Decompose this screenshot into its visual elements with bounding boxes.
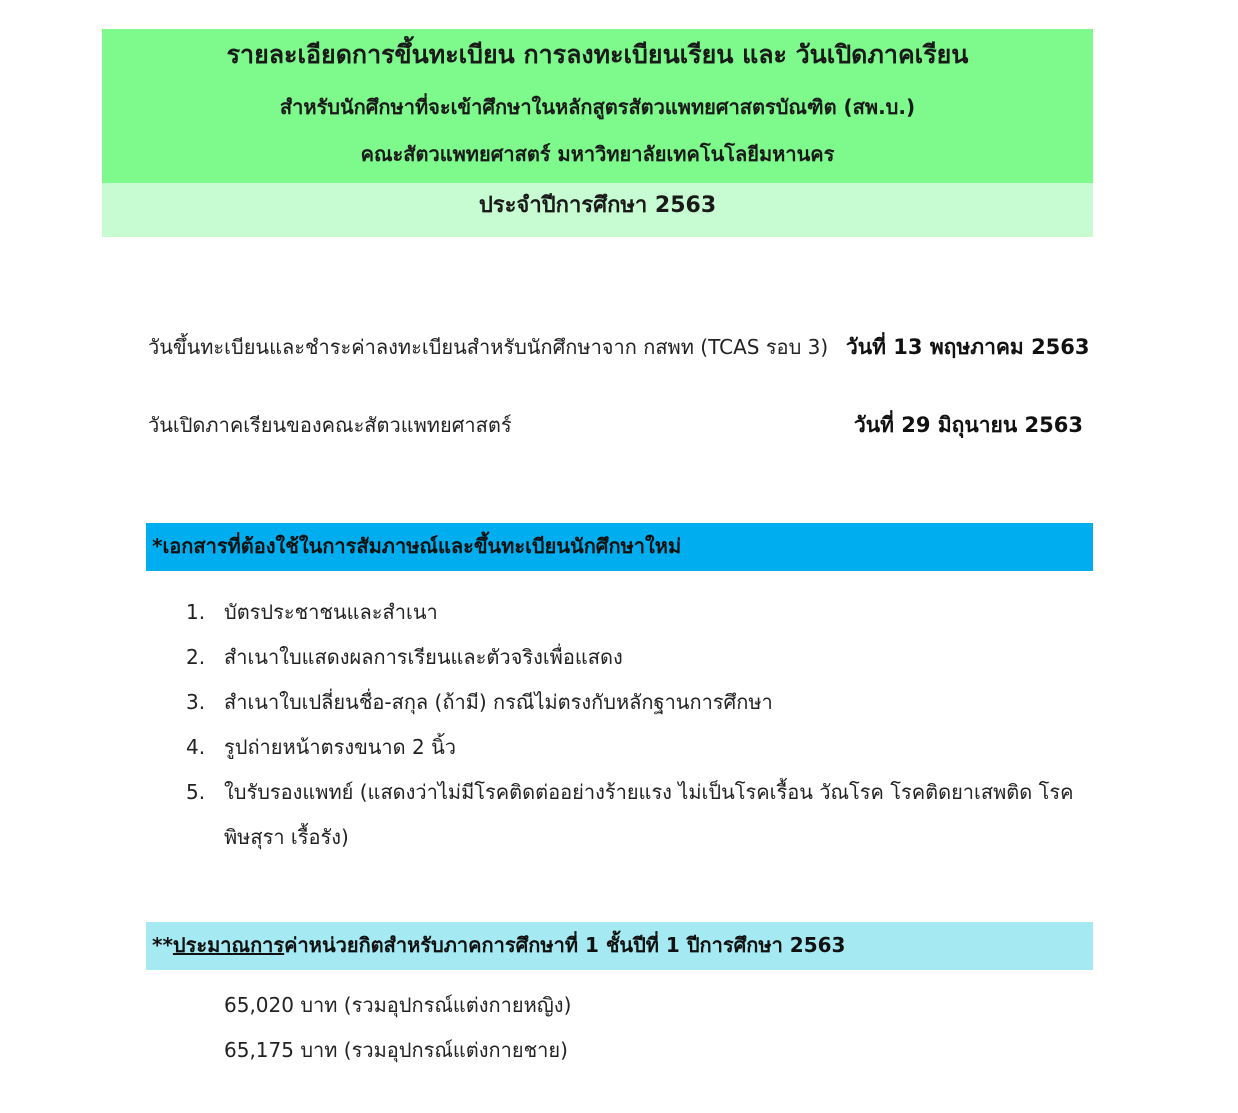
registration-date-label: วันขึ้นทะเบียนและชำระค่าลงทะเบียนสำหรับนักศึกษาจาก กสพท (TCAS รอบ 3) <box>148 335 829 359</box>
list-item <box>186 590 1086 635</box>
documents-heading: *เอกสารที่ต้องใช้ในการสัมภาษณ์และขึ้นทะเบียนนักศึกษาใหม่ <box>146 523 1093 571</box>
fees-heading-prefix: ** <box>152 933 173 957</box>
registration-date-value: วันที่ 13 พฤษภาคม 2563 <box>846 335 1090 359</box>
semester-open-label: วันเปิดภาคเรียนของคณะสัตวแพทยศาสตร์ <box>148 413 512 437</box>
fee-male: 65,175 บาท (รวมอุปกรณ์แต่งกายชาย) <box>224 1038 568 1062</box>
list-item-text: สำเนาใบแสดงผลการเรียนและตัวจริงเพื่อแสดง <box>224 645 623 669</box>
list-item <box>186 725 1086 770</box>
fees-heading-estimate: ประมาณการ <box>172 933 285 957</box>
list-item <box>186 680 1086 725</box>
program-subtitle: สำหรับนักศึกษาที่จะเข้าศึกษาในหลักสูตรสัตวแพทยศาสตรบัณฑิต (สพ.บ.) <box>279 95 916 119</box>
fees-heading-text: ค่าหน่วยกิตสำหรับภาคการศึกษาที่ 1 ชั้นปีที่ 1 ปีการศึกษา 2563 <box>284 933 846 957</box>
documents-list <box>186 590 1086 860</box>
list-item-text: รูปถ่ายหน้าตรงขนาด 2 นิ้ว <box>224 735 456 759</box>
list-item-number: 5. <box>186 780 206 804</box>
list-item-number: 3. <box>186 690 206 714</box>
list-item-number: 4. <box>186 735 206 759</box>
list-item-text: สำเนาใบเปลี่ยนชื่อ-สกุล (ถ้ามี) กรณีไม่ตรงกับหลักฐานการศึกษา <box>224 690 773 714</box>
page-title: รายละเอียดการขึ้นทะเบียน การลงทะเบียนเรียน และ วันเปิดภาคเรียน <box>226 40 969 69</box>
fee-female: 65,020 บาท (รวมอุปกรณ์แต่งกายหญิง) <box>224 993 572 1017</box>
fees-heading <box>146 922 1093 970</box>
academic-year: ประจำปีการศึกษา 2563 <box>102 183 1093 237</box>
list-item-number: 1. <box>186 600 206 624</box>
semester-open-row <box>148 408 1093 442</box>
header-main-band <box>102 29 1093 183</box>
list-item <box>186 770 1086 860</box>
semester-open-value: วันที่ 29 มิถุนายน 2563 <box>854 413 1083 437</box>
header-block <box>102 29 1093 237</box>
faculty-subtitle: คณะสัตวแพทยศาสตร์ มหาวิทยาลัยเทคโนโลยีมหานคร <box>360 142 835 166</box>
registration-date-row <box>148 330 1093 364</box>
list-item <box>186 635 1086 680</box>
list-item-text: ใบรับรองแพทย์ (แสดงว่าไม่มีโรคติดต่ออย่างร้ายแรง ไม่เป็นโรคเรื้อน วัณโรค โรคติดยาเสพติด โรคพิษสุรา เรื้อรัง) <box>224 780 1074 849</box>
list-item-text: บัตรประชาชนและสำเนา <box>224 600 438 624</box>
list-item-number: 2. <box>186 645 206 669</box>
